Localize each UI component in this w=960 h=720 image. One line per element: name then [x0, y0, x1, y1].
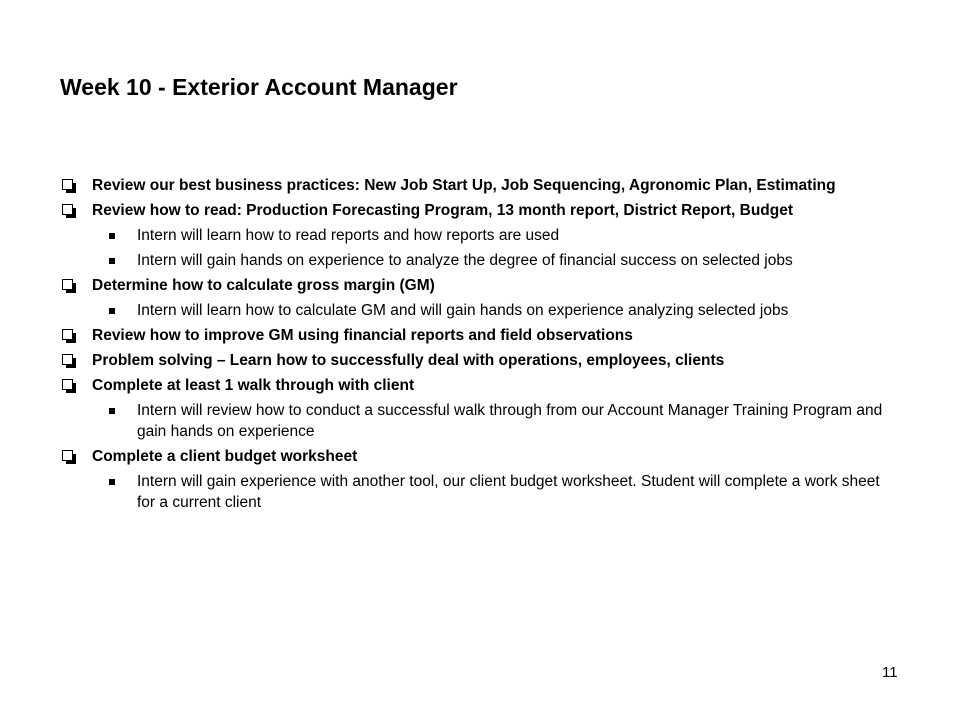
list-item [62, 250, 887, 271]
list-item-text: Intern will gain hands on experience to analyze the degree of financial success on selected jobs [137, 252, 793, 269]
square-bullet-icon [109, 258, 115, 264]
list-item-text: Intern will learn how to read reports and how reports are used [137, 227, 560, 244]
list-item [62, 275, 887, 296]
list-item-text: Complete at least 1 walk through with client [92, 377, 415, 394]
square-bullet-icon [109, 408, 115, 414]
list-item-text: Complete a client budget worksheet [92, 448, 358, 465]
checkbox-bullet-icon [62, 354, 73, 365]
list-item-text: Intern will gain experience with another tool, our client budget worksheet. Student will complete a work sheet for a current client [137, 473, 880, 511]
list-item [62, 471, 887, 513]
list-item [62, 325, 887, 346]
list-item-text: Review how to read: Production Forecasting Program, 13 month report, District Report, Budget [92, 202, 794, 219]
list-item-text: Problem solving – Learn how to successfully deal with operations, employees, clients [92, 352, 725, 369]
list-item [62, 300, 887, 321]
checkbox-bullet-icon [62, 329, 73, 340]
list-item-text: Determine how to calculate gross margin (GM) [92, 277, 435, 294]
checkbox-bullet-icon [62, 450, 73, 461]
list-item [62, 400, 887, 442]
square-bullet-icon [109, 233, 115, 239]
slide-title: Week 10 - Exterior Account Manager [60, 74, 458, 100]
page-number: 11 [882, 664, 898, 681]
square-bullet-icon [109, 308, 115, 314]
bullet-list [62, 175, 887, 517]
list-item [62, 446, 887, 467]
list-item [62, 200, 887, 221]
list-item-text: Review how to improve GM using financial reports and field observations [92, 327, 633, 344]
list-item-text: Intern will learn how to calculate GM and will gain hands on experience analyzing selected jobs [137, 302, 789, 319]
list-item [62, 350, 887, 371]
list-item-text: Intern will review how to conduct a successful walk through from our Account Manager Training Program and gain hands on experience [137, 402, 883, 440]
list-item [62, 375, 887, 396]
checkbox-bullet-icon [62, 179, 73, 190]
checkbox-bullet-icon [62, 279, 73, 290]
checkbox-bullet-icon [62, 379, 73, 390]
checkbox-bullet-icon [62, 204, 73, 215]
square-bullet-icon [109, 479, 115, 485]
list-item-text: Review our best business practices: New Job Start Up, Job Sequencing, Agronomic Plan, Estimating [92, 177, 836, 194]
list-item [62, 225, 887, 246]
list-item [62, 175, 887, 196]
